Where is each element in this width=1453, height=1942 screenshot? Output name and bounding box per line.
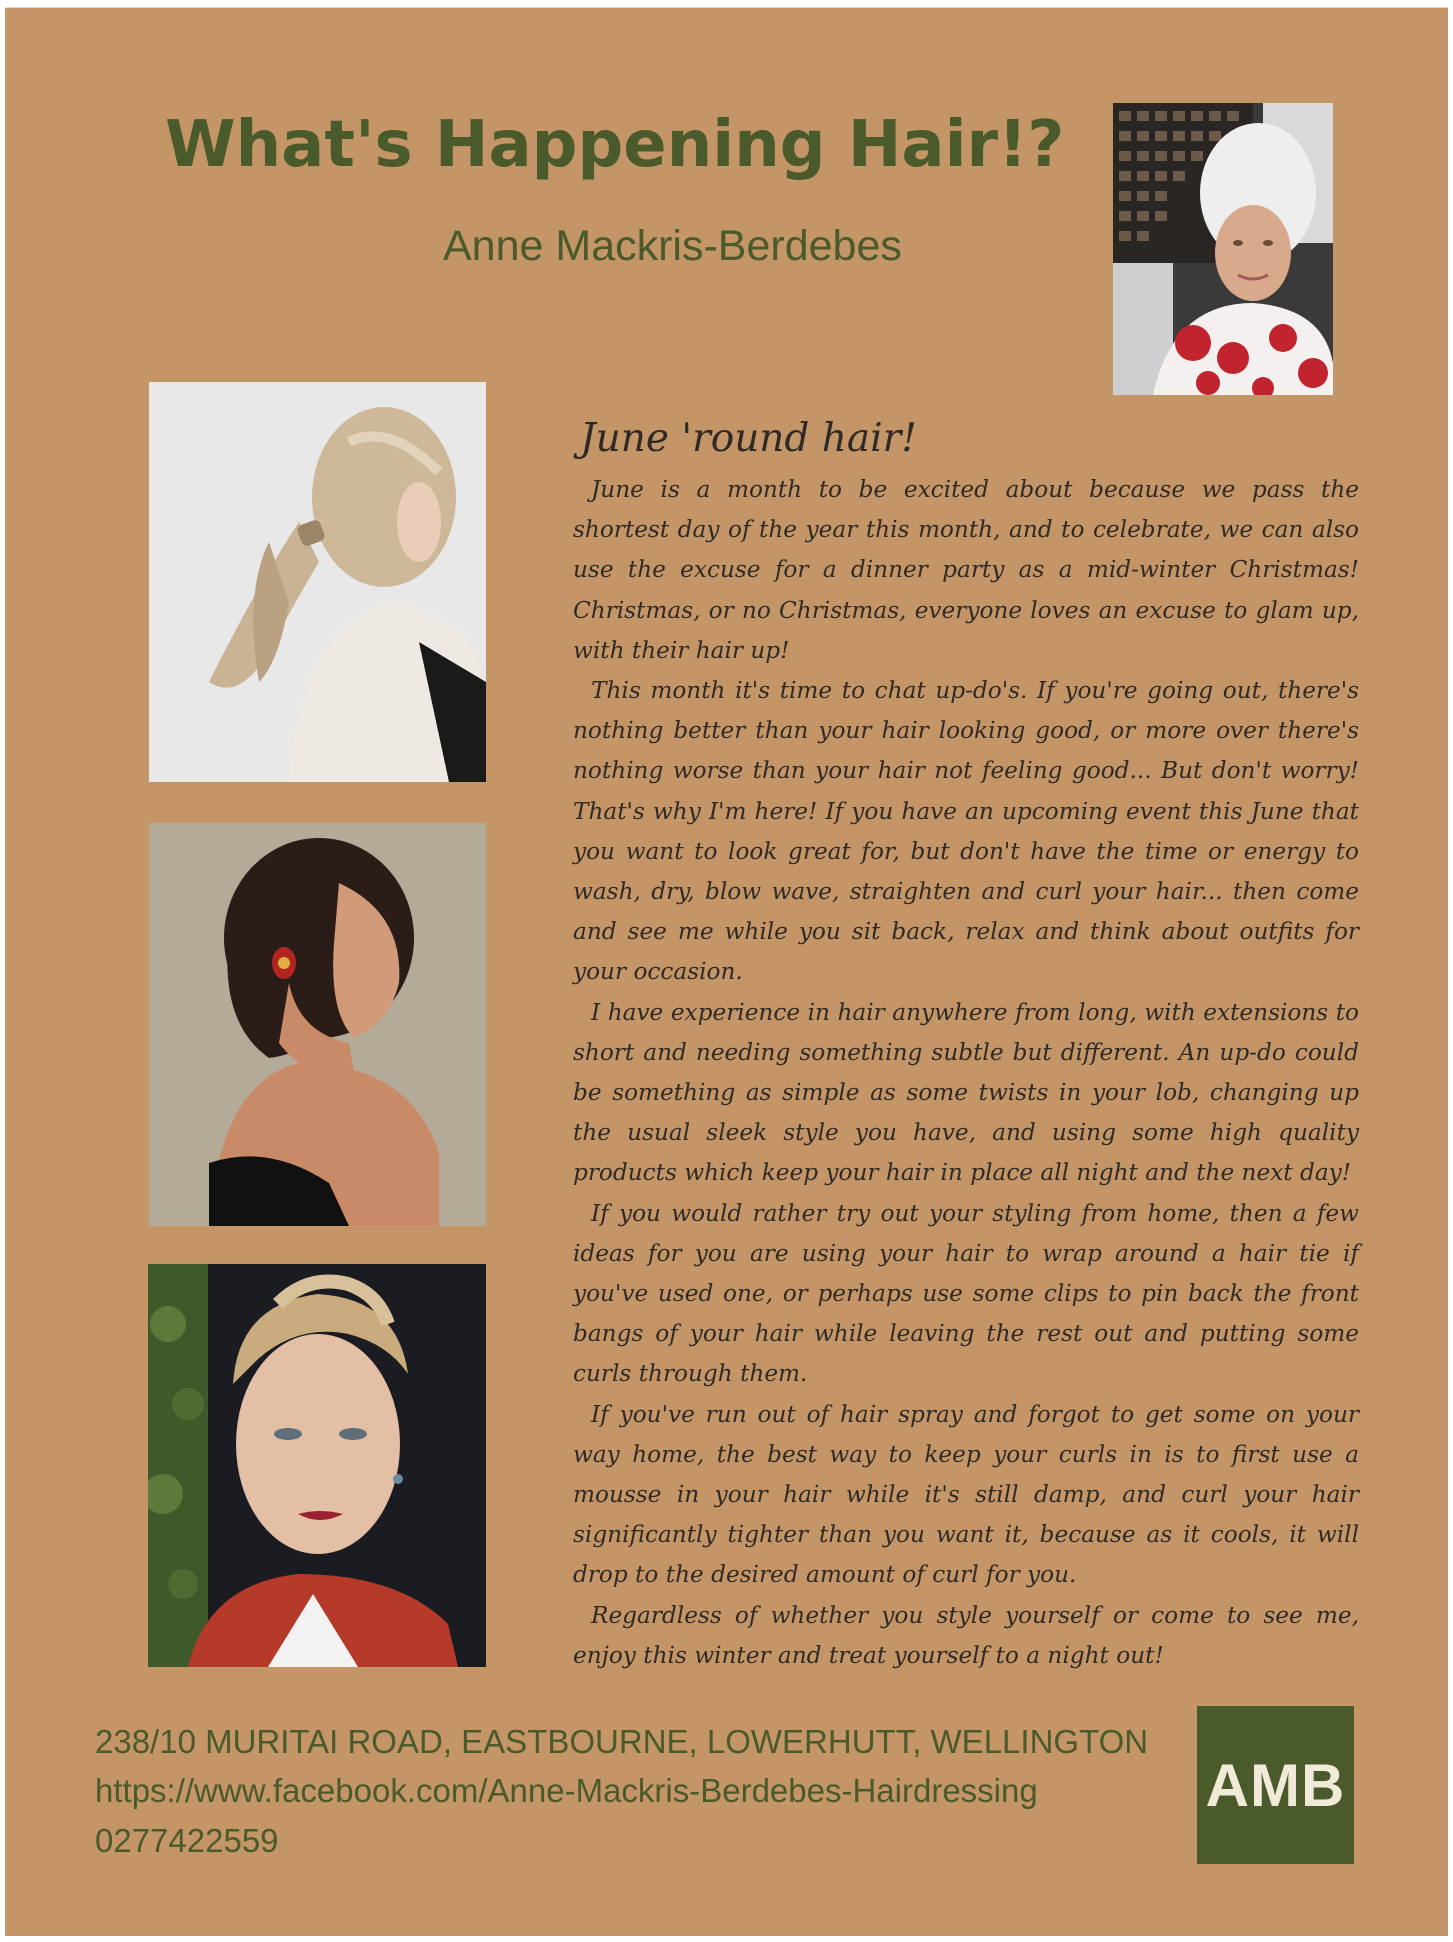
page-title: What's Happening Hair!? — [165, 108, 1065, 182]
article-paragraph: If you would rather try out your styling from home, then a few ideas for you are using your hair to wrap around a hair tie if you've used one, or perhaps use some clips to pin back the front bangs of your hair while leaving the rest out and putting some curls through them. — [573, 1199, 1359, 1388]
article-body — [573, 470, 1359, 1676]
stylist-photo — [1113, 103, 1333, 395]
pixie-hairstyle-photo — [148, 1264, 486, 1667]
facebook-link[interactable]: https://www.facebook.com/Anne-Mackris-Berdebes-Hairdressing — [95, 1772, 1038, 1809]
newsletter-page — [5, 7, 1448, 1936]
article-paragraph: If you've run out of hair spray and forgot to get some on your way home, the best way to keep your curls in is to first use a mousse in your hair while it's still damp, and curl your hair significantly tighter than you want it, because as it cools, it will drop to the desired amount of curl for you. — [573, 1400, 1359, 1589]
ponytail-hairstyle-photo — [149, 382, 486, 782]
amb-logo: AMB — [1197, 1706, 1354, 1864]
business-address: 238/10 MURITAI ROAD, EASTBOURNE, LOWERHUTT, WELLINGTON — [95, 1723, 1149, 1760]
bob-hairstyle-photo — [149, 823, 486, 1226]
article-heading: June 'round hair! — [580, 416, 917, 461]
article-paragraph: This month it's time to chat up-do's. If you're going out, there's nothing better than your hair looking good, or more over there's nothing worse than your hair not feeling good... But don't worry! That's why I'm here! If you have an upcoming event this June that you want to look great for, but don't have the time or energy to wash, dry, blow wave, straighten and curl your hair... then come and see me while you sit back, relax and think about outfits for your occasion. — [573, 677, 1359, 986]
phone-number: 0277422559 — [95, 1822, 279, 1859]
article-paragraph: I have experience in hair anywhere from long, with extensions to short and needing something subtle but different. An up-do could be something as simple as some twists in your lob, changing up the usual sleek style you have, and using some high quality products which keep your hair in place all night and the next day! — [573, 998, 1359, 1187]
article-paragraph: Regardless of whether you style yourself or come to see me, enjoy this winter and treat yourself to a night out! — [573, 1601, 1359, 1669]
article-paragraph: June is a month to be excited about because we pass the shortest day of the year this month, and to celebrate, we can also use the excuse for a dinner party as a mid-winter Christmas! Christmas, or no Christmas, everyone loves an excuse to glam up, with their hair up! — [573, 476, 1359, 664]
author-name: Anne Mackris-Berdebes — [443, 222, 902, 270]
